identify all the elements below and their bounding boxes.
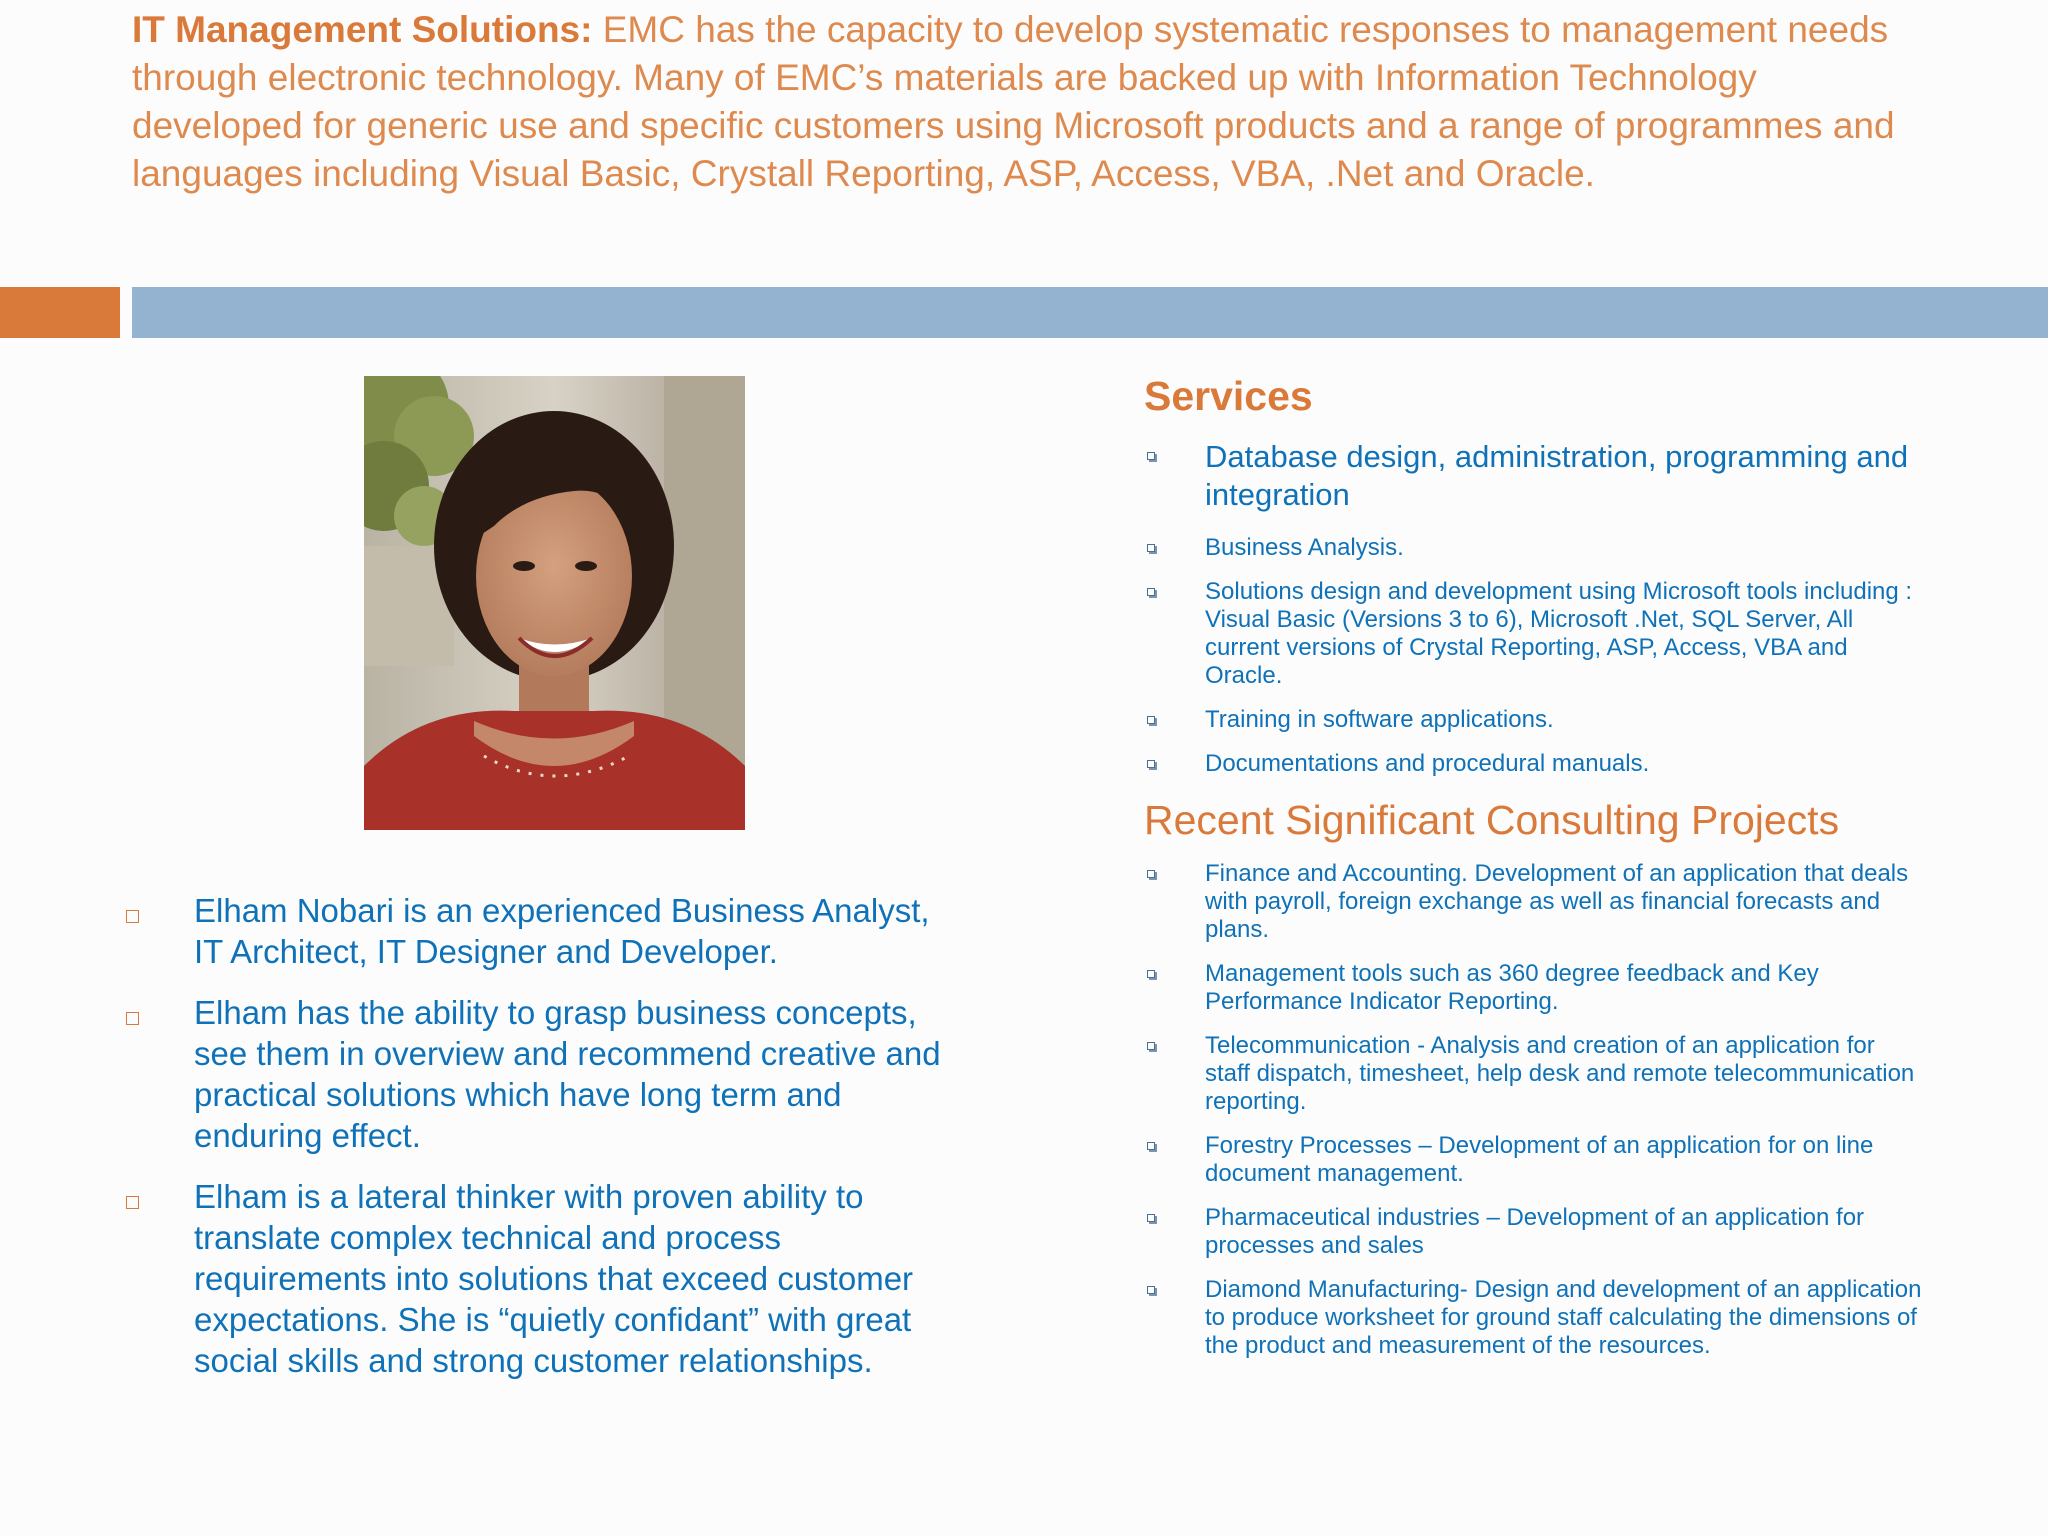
service-item <box>1144 438 1924 514</box>
project-item <box>1144 860 1924 944</box>
services-list <box>1144 438 1924 778</box>
box-bullet-icon <box>1147 452 1158 463</box>
accent-bar-orange <box>0 287 120 338</box>
box-bullet-icon <box>1147 970 1158 981</box>
box-bullet-icon <box>1147 544 1158 555</box>
services-heading: Services <box>1144 373 1313 419</box>
project-item <box>1144 1032 1924 1116</box>
project-item <box>1144 1276 1924 1360</box>
box-bullet-icon <box>1147 716 1158 727</box>
right-column <box>1144 370 1924 1376</box>
project-item-text: Pharmaceutical industries – Development of an application for processes and sales <box>1205 1204 1865 1259</box>
box-bullet-icon <box>1147 1286 1158 1297</box>
service-item-text: Solutions design and development using Microsoft tools including : Visual Basic (Versions 3 to 6), Microsoft .Net, SQL Server, All current versions of Crystal Reporting, ASP, Access, VBA and Oracle. <box>1205 578 1913 689</box>
intro-text: EMC has the capacity to develop systematic responses to management needs through electronic technology. Many of EMC’s materials are backed up with Information Technology developed for generic use and specific customers using Microsoft products and a range of programmes and languages including Visual Basic, Crystall Reporting, ASP, Access, VBA, .Net and Oracle. <box>132 9 1895 194</box>
service-item <box>1144 534 1924 562</box>
box-bullet-icon <box>1147 1142 1158 1153</box>
box-bullet-icon <box>1147 588 1158 599</box>
bio-item <box>120 1176 960 1381</box>
project-item <box>1144 1132 1924 1188</box>
bio-item-text: Elham is a lateral thinker with proven ability to translate complex technical and process requirements into solutions that exceed customer expectations. She is “quietly confidant” with great social skills and strong customer relationships. <box>194 1178 914 1379</box>
intro-bold-lead: IT Management Solutions: <box>132 9 593 50</box>
project-item-text: Management tools such as 360 degree feedback and Key Performance Indicator Reporting. <box>1205 960 1819 1015</box>
service-item-text: Business Analysis. <box>1205 534 1404 561</box>
square-bullet-icon <box>126 910 139 923</box>
box-bullet-icon <box>1147 870 1158 881</box>
service-item <box>1144 750 1924 778</box>
service-item-text: Training in software applications. <box>1205 706 1554 733</box>
service-item <box>1144 706 1924 734</box>
box-bullet-icon <box>1147 1214 1158 1225</box>
accent-bar-blue <box>132 287 2048 338</box>
service-item <box>1144 578 1924 690</box>
box-bullet-icon <box>1147 760 1158 771</box>
project-item <box>1144 1204 1924 1260</box>
project-item <box>1144 960 1924 1016</box>
square-bullet-icon <box>126 1196 139 1209</box>
project-item-text: Finance and Accounting. Development of an application that deals with payroll, foreign exchange as well as financial forecasts and plans. <box>1205 860 1909 943</box>
bio-item <box>120 890 960 972</box>
box-bullet-icon <box>1147 1042 1158 1053</box>
profile-photo <box>364 376 745 830</box>
projects-heading: Recent Significant Consulting Projects <box>1144 797 1840 843</box>
bio-list <box>120 890 960 1401</box>
bio-item-text: Elham Nobari is an experienced Business Analyst, IT Architect, IT Designer and Developer. <box>194 892 930 970</box>
projects-list <box>1144 860 1924 1360</box>
bio-item <box>120 992 960 1156</box>
bio-item-text: Elham has the ability to grasp business concepts, see them in overview and recommend creative and practical solutions which have long term and enduring effect. <box>194 994 941 1154</box>
project-item-text: Forestry Processes – Development of an application for on line document management. <box>1205 1132 1874 1187</box>
project-item-text: Diamond Manufacturing- Design and development of an application to produce worksheet for ground staff calculating the dimensions of the product and measurement of the resources. <box>1205 1276 1922 1359</box>
service-item-text: Documentations and procedural manuals. <box>1205 750 1650 777</box>
square-bullet-icon <box>126 1012 139 1025</box>
project-item-text: Telecommunication - Analysis and creation of an application for staff dispatch, timesheet, help desk and remote telecommunication reporting. <box>1205 1032 1915 1115</box>
intro-paragraph <box>132 6 1932 198</box>
service-item-text: Database design, administration, programming and integration <box>1205 439 1909 512</box>
